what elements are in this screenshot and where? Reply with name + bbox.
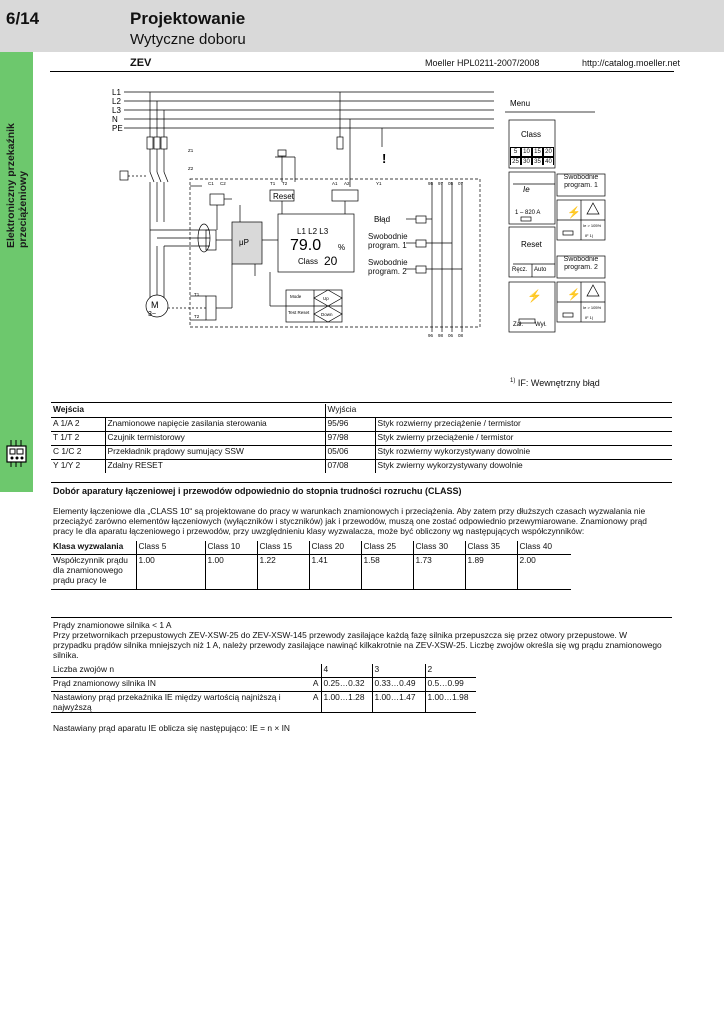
side-tab-text <box>5 48 33 248</box>
display-class-label: Class <box>298 257 319 266</box>
menu-free1: Swobodnie program. 1 <box>563 174 599 189</box>
class-header: Class 15 <box>257 541 309 555</box>
motor-current-label: Prąd znamionowy silnika IN <box>53 678 156 688</box>
menu-ie-range: 1 – 820 A <box>515 210 541 216</box>
windings-n: 4 <box>321 664 372 678</box>
menu-free2: Swobodnie program. 2 <box>563 256 599 271</box>
motor-current-value: 0.25…0.32 <box>321 678 372 692</box>
menu-class-label: Class <box>521 130 542 139</box>
header-band <box>0 0 724 52</box>
relay-current-value: 1.00…1.47 <box>372 692 425 713</box>
menu-reset-label: Reset <box>521 240 542 249</box>
motor-current-value: 0.33…0.49 <box>372 678 425 692</box>
input-desc: Znamionowe napięcie zasilania sterowania <box>105 418 325 432</box>
menu-ie-pct-2: Ie > 105% <box>583 305 602 310</box>
input-code: C 1/C 2 <box>51 446 105 460</box>
class-factor: 1.00 <box>205 555 257 590</box>
output-code: 95/96 <box>325 418 375 432</box>
io-table <box>51 404 672 473</box>
line-label-l2: L2 <box>112 97 121 106</box>
menu-ie-pct-1: Ie > 105% <box>583 223 602 228</box>
catalog-url: http://catalog.moeller.net <box>582 58 681 68</box>
svg-text:A1: A1 <box>332 181 338 186</box>
line-label-pe: PE <box>112 124 123 133</box>
line-label-l3: L3 <box>112 106 121 115</box>
svg-text:T1: T1 <box>270 181 276 186</box>
side-tab-line2: przeciążeniowy <box>17 170 29 248</box>
output-code: 97/98 <box>325 432 375 446</box>
low-current-paragraph: Przy przetwornikach przepustowych ZEV-XSW-25 do ZEV-XSW-145 przewody zasilające każdą fazę silnika przepuszcza się przez otwory przepustowe. W przypadku prądów silnika mniejszych niż 1 A, należy przewody zasilające nawinąć kilkakrotnie na ZEV-XSW-25. Liczbę zwojów określa się wg prądu znamionowego silnika. <box>53 630 662 660</box>
menu-auto: Auto <box>534 267 547 273</box>
output-desc: Styk zwierny przeciążenie / termistor <box>377 432 514 442</box>
class-factor: 1.22 <box>257 555 309 590</box>
svg-text:T1: T1 <box>194 292 200 297</box>
footnote <box>510 378 600 388</box>
unit: A <box>312 678 319 688</box>
svg-text:07: 07 <box>458 181 464 186</box>
lightning-icon: ⚡ <box>567 207 581 219</box>
warning-mark: ! <box>382 151 387 166</box>
class-factor: 1.58 <box>361 555 413 590</box>
fault-output-label: Błąd <box>374 215 391 224</box>
output-desc: Styk rozwierny wykorzystywany dowolnie <box>377 446 531 456</box>
class-factor: 1.41 <box>309 555 361 590</box>
menu-label: Menu <box>510 99 531 108</box>
motor-current-value: 0.5…0.99 <box>427 678 464 688</box>
low-current-heading: Prądy znamionowe silnika < 1 A <box>53 620 172 630</box>
svg-text:Z2: Z2 <box>188 166 194 171</box>
class-header: Class 40 <box>519 541 553 551</box>
motor-phase: 3~ <box>148 311 156 318</box>
wiring-diagram <box>110 82 500 344</box>
class-factor: 2.00 <box>519 555 536 565</box>
svg-text:96: 96 <box>428 333 434 338</box>
class-header: Class 25 <box>361 541 413 555</box>
svg-text:Y1: Y1 <box>376 181 382 186</box>
line-label-n: N <box>112 115 118 124</box>
svg-text:Z1: Z1 <box>188 148 194 153</box>
page-title: Projektowanie <box>130 9 246 28</box>
side-tab-line1: Elektroniczny przekaźnik <box>5 123 17 248</box>
svg-text:05: 05 <box>448 181 454 186</box>
product-name: ZEV <box>130 57 152 69</box>
input-code: Y 1/Y 2 <box>51 460 105 474</box>
relay-current-label: Nastawiony prąd przekaźnika IE między wartością najniższą i najwyższą <box>53 692 281 712</box>
svg-text:97: 97 <box>438 181 444 186</box>
class-header: Class 30 <box>413 541 465 555</box>
svg-text:T2: T2 <box>282 181 288 186</box>
menu-off: Wył. <box>535 322 547 328</box>
class-header: Class 5 <box>136 541 205 555</box>
menu-manual: Ręcz. <box>512 267 528 273</box>
up-key: Up <box>323 296 329 301</box>
windings-n: 3 <box>372 664 425 678</box>
lightning-icon: ⚡ <box>567 289 581 301</box>
windings-row-label: Liczba zwojów n <box>51 664 321 678</box>
free-output-2-label: Swobodnie program. 2 <box>368 258 408 276</box>
class-header: Class 10 <box>205 541 257 555</box>
svg-text:C1: C1 <box>208 181 214 186</box>
unit: A <box>312 692 319 702</box>
output-desc: Styk rozwierny przeciążenie / termistor <box>377 418 521 428</box>
input-desc: Przekładnik prądowy sumujący SSW <box>105 446 325 460</box>
catalog-reference: Moeller HPL0211-2007/2008 <box>425 58 540 68</box>
mode-key: Mode <box>290 294 302 299</box>
lightning-icon: ⚡ <box>527 289 542 303</box>
svg-text:08: 08 <box>458 333 464 338</box>
svg-text:98: 98 <box>438 333 444 338</box>
footnote-text: IF: Wewnętrzny błąd <box>517 378 600 388</box>
class-factor: 1.00 <box>136 555 205 590</box>
relay-current-row <box>51 692 321 713</box>
test-reset-key: Test Reset <box>288 310 310 315</box>
input-code: A 1/A 2 <box>51 418 105 432</box>
class-factor-table <box>51 541 571 590</box>
input-code: T 1/T 2 <box>51 432 105 446</box>
class-section-paragraph: Elementy łączeniowe dla „CLASS 10“ są projektowane do pracy w warunkach znamionowych i przeciążenia. Aby zatem przy dłuższych czasach wyzwalania nie przeciążyć zarówno elementów łączeniowych (wyłączników i styczników) jak i przewodów, muszą one zostać odpowiednio przewymiarowane. Znamionowy prąd pracy Ie dla aparatu łączeniowego i przewodów, przy uwzględnieniu klasy wyzwalacza, może być obliczony wg następujących współczynników: <box>53 506 647 536</box>
class-header: Class 35 <box>465 541 517 555</box>
class-factor: 1.73 <box>413 555 465 590</box>
input-desc: Czujnik termistorowy <box>105 432 325 446</box>
menu-if-2: IF 1) <box>585 315 594 320</box>
relay-current-value: 1.00…1.28 <box>321 692 372 713</box>
outputs-header: Wyjścia <box>327 404 357 414</box>
windings-table <box>51 664 476 713</box>
relay-current-value: 1.00…1.98 <box>427 692 469 702</box>
class-row-label: Współczynnik prądu dla znamionowego prądu pracy Ie <box>51 555 136 590</box>
page-number: 6/14 <box>6 9 40 28</box>
microprocessor-label: μP <box>239 238 249 247</box>
inputs-header: Wejścia <box>51 404 325 418</box>
windings-n: 2 <box>427 664 433 674</box>
formula: Nastawiany prąd aparatu IE oblicza się następująco: IE = n × IN <box>53 723 290 733</box>
class-factor: 1.89 <box>465 555 517 590</box>
display-unit: % <box>338 243 346 252</box>
down-key: Down <box>321 312 333 317</box>
display-value: 79.0 <box>290 237 322 254</box>
section-rule <box>51 482 672 483</box>
svg-text:06: 06 <box>448 333 454 338</box>
svg-text:95: 95 <box>428 181 434 186</box>
input-desc: Zdalny RESET <box>105 460 325 474</box>
motor-label: M <box>151 300 159 310</box>
menu-if-1: IF 1) <box>585 233 594 238</box>
table-rule <box>51 402 672 403</box>
footnote-mark: 1) <box>510 378 516 384</box>
display-phases: L1 L2 L3 <box>297 227 329 236</box>
output-desc: Styk zwierny wykorzystywany dowolnie <box>377 460 523 470</box>
menu-ie-label: Ie <box>523 185 530 194</box>
svg-text:T2: T2 <box>194 314 200 319</box>
svg-text:C2: C2 <box>220 181 226 186</box>
section-rule <box>51 617 672 618</box>
subheader-rule <box>50 71 674 72</box>
menu-class-grid: 5 10 15 20 25 30 35 40 <box>510 147 554 165</box>
free-output-1-label: Swobodnie program. 1 <box>368 232 408 250</box>
class-header: Class 20 <box>309 541 361 555</box>
line-label-l1: L1 <box>112 88 121 97</box>
output-code: 05/06 <box>325 446 375 460</box>
reset-block-label: Reset <box>273 192 294 201</box>
relay-device-icon <box>3 438 30 468</box>
menu-on: Zał. <box>513 322 524 328</box>
page-subtitle: Wytyczne doboru <box>130 31 246 48</box>
output-code: 07/08 <box>325 460 375 474</box>
svg-text:A2: A2 <box>344 181 350 186</box>
menu-panel <box>505 92 610 337</box>
class-section-heading: Dobór aparatury łączeniowej i przewodów odpowiednio do stopnia trudności rozruchu (CLASS) <box>53 486 462 496</box>
display-class-value: 20 <box>324 254 338 268</box>
class-row-header: Klasa wyzwalania <box>51 541 136 555</box>
motor-current-row <box>51 678 321 692</box>
